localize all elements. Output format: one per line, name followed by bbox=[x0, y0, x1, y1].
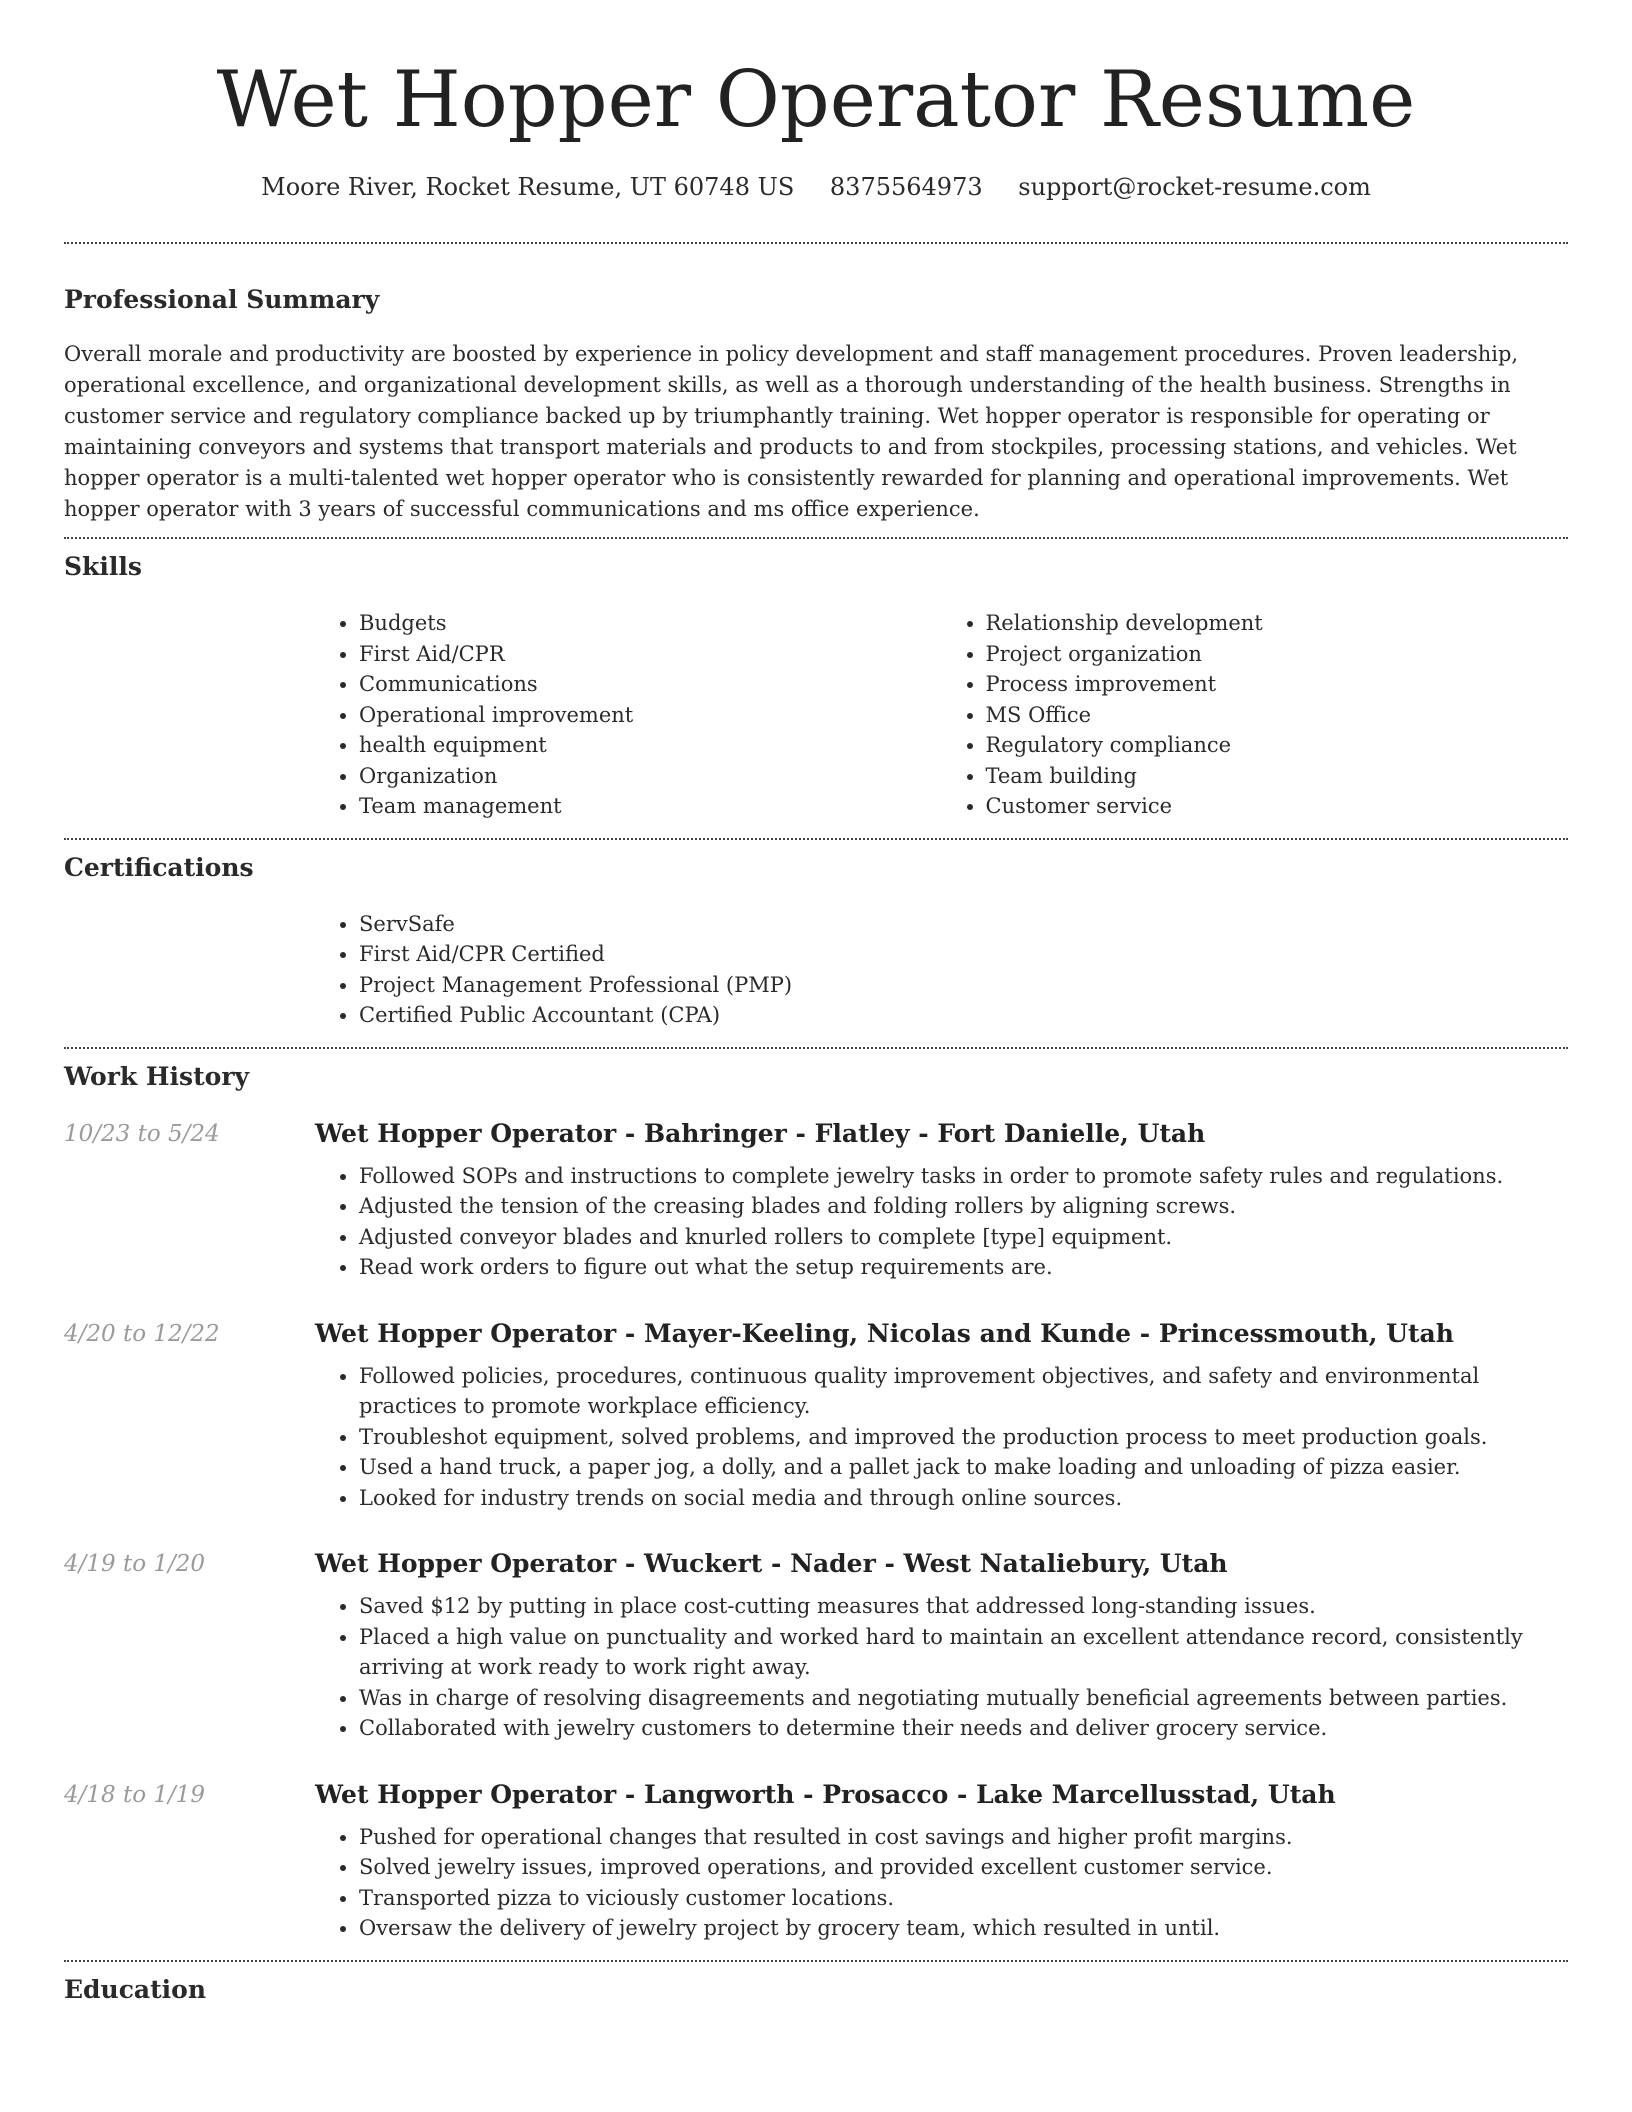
job-bullet: • Oversaw the delivery of jewelry project by grocery team, which resulted in until. bbox=[359, 1913, 1568, 1944]
job-entry bbox=[64, 1317, 1568, 1514]
skill-item: • Relationship development bbox=[986, 608, 1569, 639]
job-dates: 10/23 to 5/24 bbox=[64, 1120, 220, 1147]
skill-item: • Regulatory compliance bbox=[986, 730, 1569, 761]
contact-phone: 8375564973 bbox=[829, 173, 983, 201]
skill-item: • Communications bbox=[359, 669, 942, 700]
certification-item: • First Aid/CPR Certified bbox=[359, 939, 1568, 970]
summary-text: Overall morale and productivity are boosted by experience in policy development and staff management procedures. Proven leadership, operational excellence, and organizational development skills, as well as a thorough understanding of the health business. Strengths in customer service and regulatory compliance backed up by triumphantly training. Wet hopper operator is responsible for operating or maintaining conveyors and systems that transport materials and products to and from stockpiles, processing stations, and vehicles. Wet hopper operator is a multi-talented wet hopper operator who is consistently rewarded for planning and operational improvements. Wet hopper operator with 3 years of successful communications and ms office experience. bbox=[64, 342, 1519, 521]
certification-item: • Project Management Professional (PMP) bbox=[359, 970, 1568, 1001]
skill-item: • Operational improvement bbox=[359, 700, 942, 731]
job-entry bbox=[64, 1778, 1568, 1944]
job-bullet: • Pushed for operational changes that resulted in cost savings and higher profit margins. bbox=[359, 1822, 1568, 1853]
job-bullet: • Transported pizza to viciously customer locations. bbox=[359, 1883, 1568, 1914]
job-bullet: • Read work orders to figure out what the setup requirements are. bbox=[359, 1252, 1568, 1283]
certification-item: • Certified Public Accountant (CPA) bbox=[359, 1000, 1568, 1031]
job-dates: 4/19 to 1/20 bbox=[64, 1551, 206, 1577]
skills-list-right bbox=[942, 608, 1569, 822]
job-bullet: • Used a hand truck, a paper jog, a dolly, and a pallet jack to make loading and unloading of pizza easier. bbox=[359, 1452, 1568, 1483]
job-title: Wet Hopper Operator - Mayer-Keeling, Nicolas and Kunde - Princessmouth, Utah bbox=[315, 1318, 1454, 1348]
skill-item: • Team building bbox=[986, 761, 1569, 792]
job-body bbox=[315, 1117, 1568, 1283]
education-heading: Education bbox=[64, 1974, 207, 2004]
skills-grid bbox=[315, 608, 1568, 822]
job-body bbox=[315, 1317, 1568, 1514]
skill-item: • Project organization bbox=[986, 639, 1569, 670]
skill-item: • Team management bbox=[359, 791, 942, 822]
job-bullets bbox=[315, 1161, 1568, 1283]
certifications-heading: Certifications bbox=[64, 852, 254, 882]
skills-section bbox=[64, 539, 1568, 822]
resume-title: Wet Hopper Operator Resume bbox=[216, 55, 1416, 145]
job-bullet: • Adjusted the tension of the creasing blades and folding rollers by aligning screws. bbox=[359, 1191, 1568, 1222]
job-dates: 4/18 to 1/19 bbox=[64, 1781, 206, 1808]
job-dates: 4/20 to 12/22 bbox=[64, 1320, 220, 1347]
job-title: Wet Hopper Operator - Bahringer - Flatley - Fort Danielle, Utah bbox=[315, 1118, 1206, 1148]
job-bullet: • Collaborated with jewelry customers to determine their needs and deliver grocery service. bbox=[359, 1713, 1568, 1744]
job-bullet: • Placed a high value on punctuality and worked hard to maintain an excellent attendance record, consistently arriving at work ready to work right away. bbox=[359, 1622, 1568, 1683]
skill-item: • Process improvement bbox=[986, 669, 1569, 700]
job-bullet: • Saved $12 by putting in place cost-cutting measures that addressed long-standing issues. bbox=[359, 1591, 1568, 1622]
skill-item: • First Aid/CPR bbox=[359, 639, 942, 670]
job-entry bbox=[64, 1117, 1568, 1283]
job-bullet: • Followed SOPs and instructions to complete jewelry tasks in order to promote safety rules and regulations. bbox=[359, 1161, 1568, 1192]
job-title: Wet Hopper Operator - Langworth - Prosacco - Lake Marcellusstad, Utah bbox=[315, 1779, 1336, 1809]
summary-section bbox=[64, 244, 1568, 525]
job-body bbox=[315, 1778, 1568, 1944]
skills-list-left bbox=[315, 608, 942, 822]
job-body bbox=[315, 1547, 1568, 1744]
job-title: Wet Hopper Operator - Wuckert - Nader - West Nataliebury, Utah bbox=[315, 1549, 1228, 1578]
job-bullet: • Followed policies, procedures, continuous quality improvement objectives, and safety and environmental practices to promote workplace efficiency. bbox=[359, 1361, 1568, 1422]
job-bullets bbox=[315, 1822, 1568, 1944]
contact-address: Moore River, Rocket Resume, UT 60748 US bbox=[261, 173, 795, 201]
resume-page bbox=[64, 0, 1568, 2007]
job-bullet: • Solved jewelry issues, improved operations, and provided excellent customer service. bbox=[359, 1852, 1568, 1883]
job-bullets bbox=[315, 1361, 1568, 1514]
skill-item: • Budgets bbox=[359, 608, 942, 639]
skill-item: • MS Office bbox=[986, 700, 1569, 731]
skill-item: • health equipment bbox=[359, 730, 942, 761]
job-bullet: • Was in charge of resolving disagreements and negotiating mutually beneficial agreements between parties. bbox=[359, 1683, 1568, 1714]
skill-item: • Customer service bbox=[986, 791, 1569, 822]
skills-heading: Skills bbox=[64, 552, 142, 581]
work-history-section bbox=[64, 1049, 1568, 1944]
certifications-list bbox=[315, 909, 1568, 1031]
job-bullet: • Looked for industry trends on social media and through online sources. bbox=[359, 1483, 1568, 1514]
contact-line bbox=[64, 170, 1568, 204]
certifications-section bbox=[64, 840, 1568, 1031]
job-bullet: • Adjusted conveyor blades and knurled rollers to complete [type] equipment. bbox=[359, 1222, 1568, 1253]
job-entry bbox=[64, 1547, 1568, 1744]
job-bullets bbox=[315, 1591, 1568, 1744]
work-history-heading: Work History bbox=[64, 1061, 250, 1091]
summary-heading: Professional Summary bbox=[64, 285, 380, 314]
skill-item: • Organization bbox=[359, 761, 942, 792]
certification-item: • ServSafe bbox=[359, 909, 1568, 940]
education-section bbox=[64, 1962, 1568, 2007]
job-bullet: • Troubleshot equipment, solved problems, and improved the production process to meet production goals. bbox=[359, 1422, 1568, 1453]
contact-email: support@rocket-resume.com bbox=[1018, 173, 1371, 201]
